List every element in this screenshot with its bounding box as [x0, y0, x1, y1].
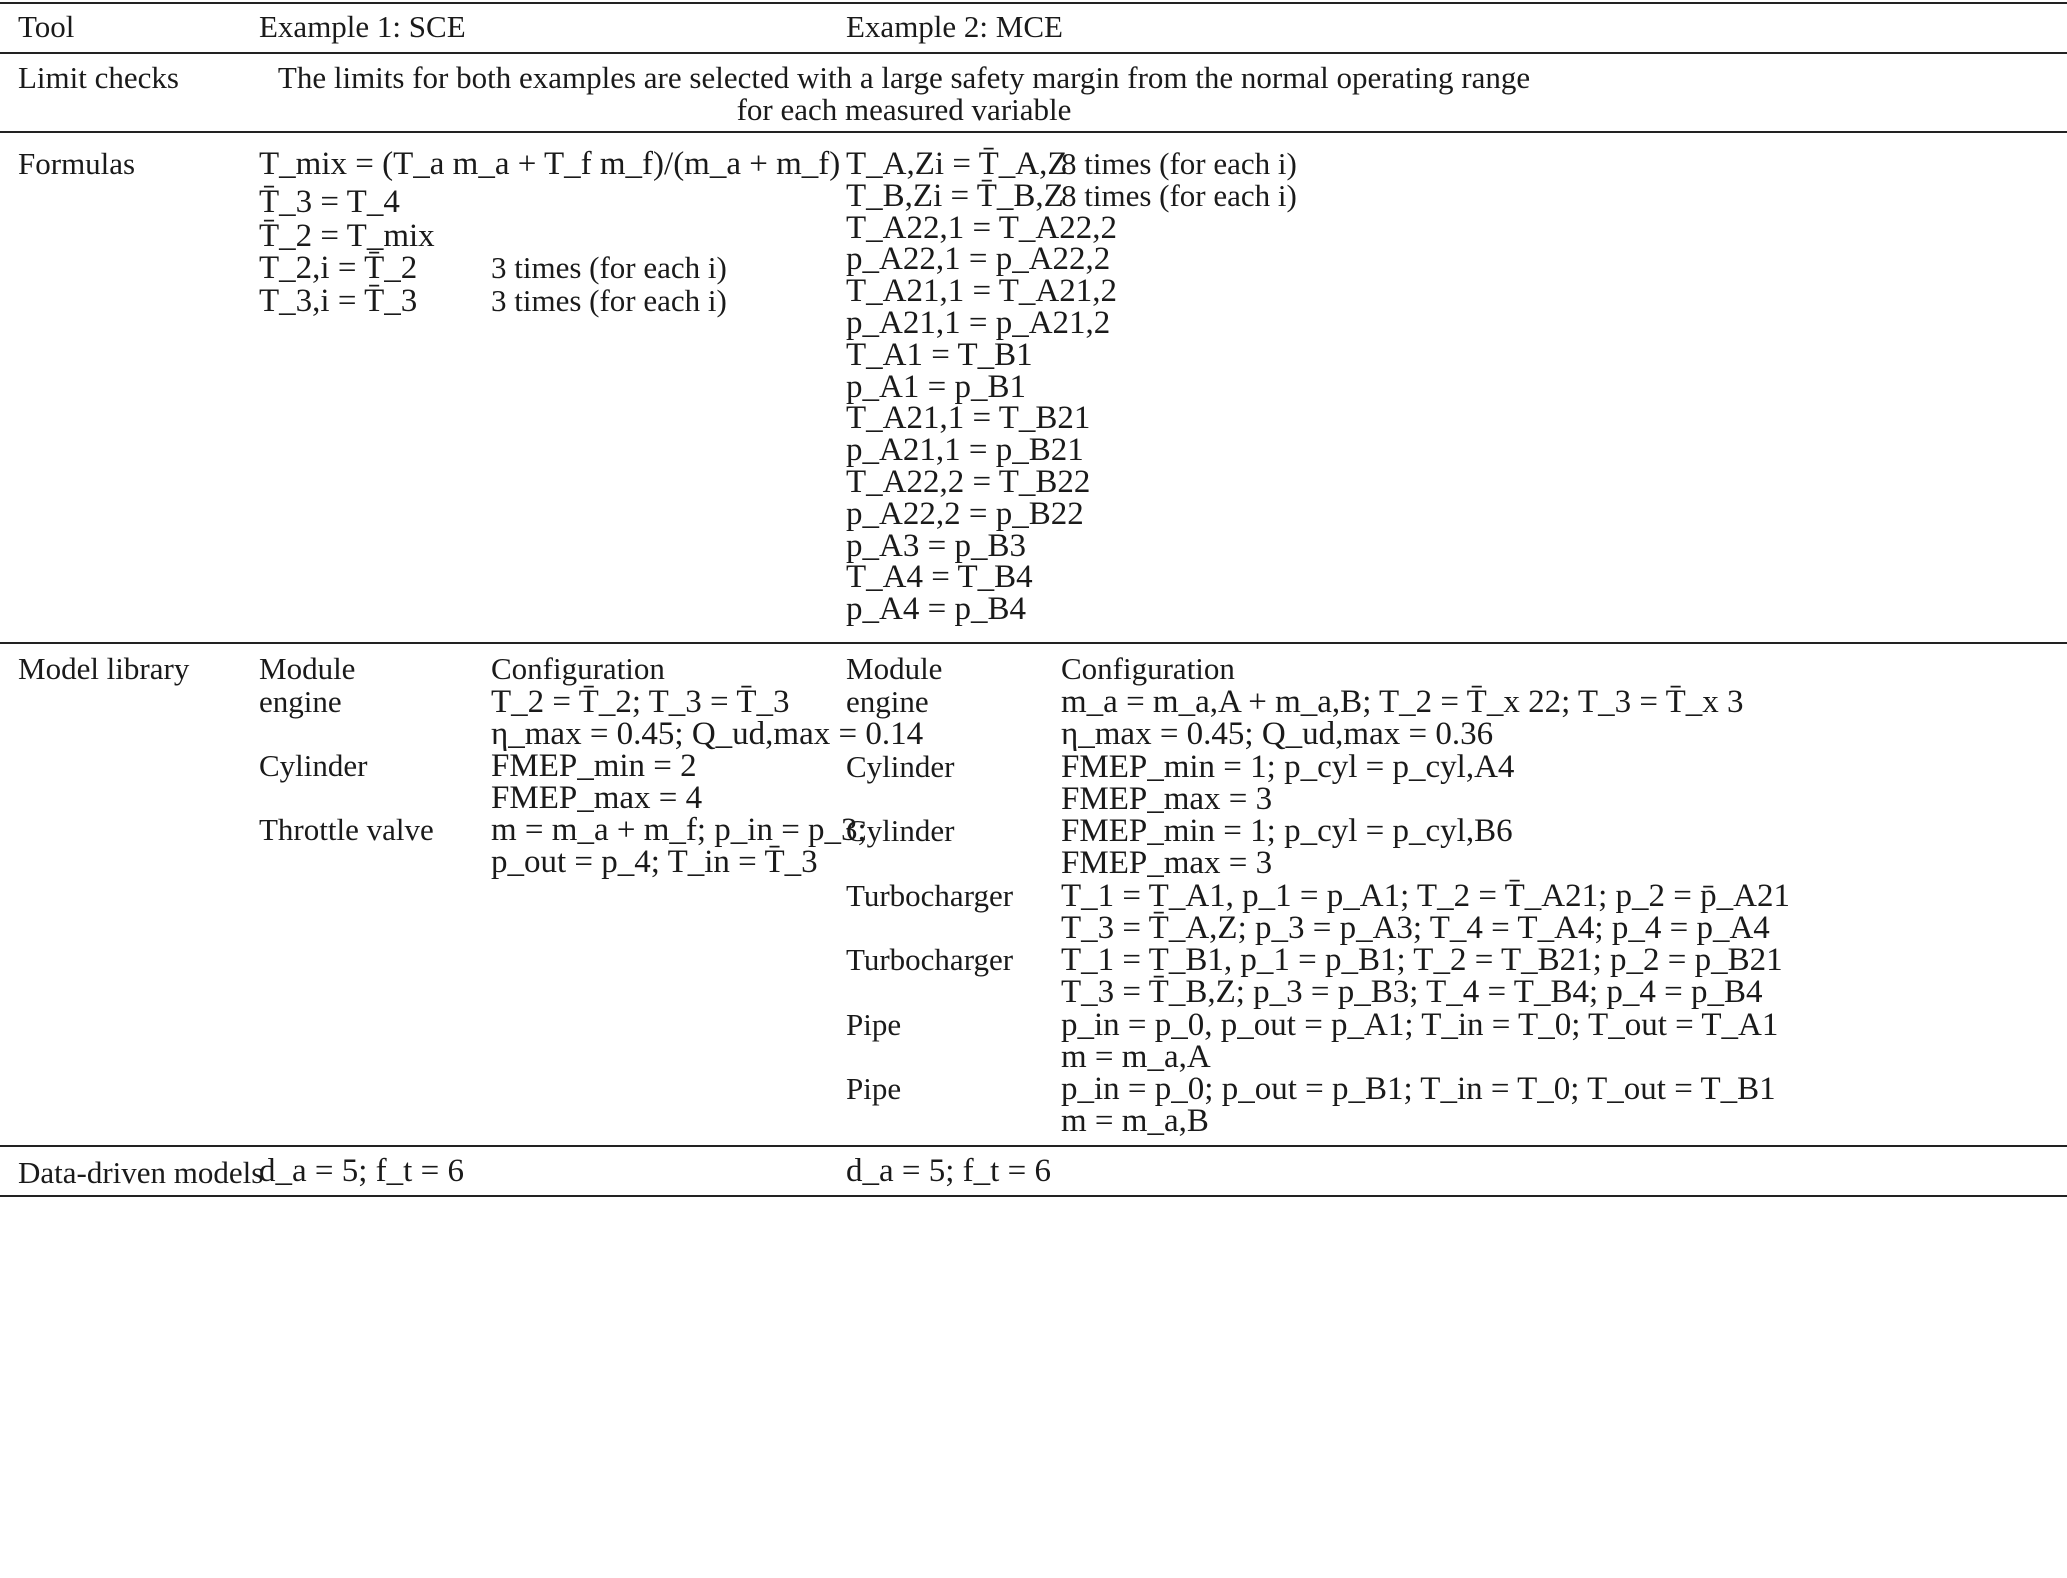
formula-expr: p_A3 = p_B3 — [846, 527, 1026, 564]
model-library-rule — [0, 1145, 2067, 1147]
mce-data-driven: d_a = 5; f_t = 6 — [846, 1153, 1051, 1189]
mce-module-header: Module — [846, 651, 943, 686]
data-driven-label: Data-driven models — [18, 1155, 264, 1190]
model-config: η_max = 0.45; Q_ud,max = 0.36 — [1061, 716, 1494, 752]
formula-expr: p_A22,2 = p_B22 — [846, 495, 1084, 532]
model-config: FMEP_max = 3 — [1061, 780, 1273, 817]
model-module: Throttle valve — [259, 812, 434, 847]
limit-checks-line2: for each measured variable — [736, 92, 1072, 127]
formula-expr: p_A1 = p_B1 — [846, 368, 1026, 405]
model-config: p_in = p_0; p_out = p_B1; T_in = T_0; T_out = T_B1 — [1061, 1071, 1776, 1107]
model-config: m = m_a,B — [1061, 1103, 1209, 1139]
formula-expr: p_A21,1 = p_A21,2 — [846, 305, 1111, 341]
model-config: m_a = m_a,A + m_a,B; T_2 = T̄_x 22; T_3 = T̄_x 3 — [1061, 684, 1744, 720]
formula-expr: T_mix = (T_a m_a + T_f m_f)/(m_a + m_f) — [259, 146, 841, 182]
header-tool: Tool — [18, 9, 75, 44]
formula-expr: T̄_3 = T_4 — [259, 184, 400, 220]
header-example2: Example 2: MCE — [846, 9, 1063, 44]
model-library-label: Model library — [18, 651, 190, 686]
model-config: T_1 = T_A1, p_1 = p_A1; T_2 = T̄_A21; p_2 = p̄_A21 — [1061, 877, 1790, 914]
model-module: Cylinder — [846, 748, 955, 784]
header-example1: Example 1: SCE — [259, 9, 466, 44]
formula-expr: T_A21,1 = T_B21 — [846, 400, 1091, 437]
model-config: T_1 = T_B1, p_1 = p_B1; T_2 = T_B21; p_2 = p_B21 — [1061, 942, 1783, 978]
model-config: p_out = p_4; T_in = T̄_3 — [491, 844, 818, 880]
formula-expr: T_A4 = T_B4 — [846, 559, 1033, 596]
model-module: Cylinder — [846, 813, 955, 848]
formula-expr: p_A22,1 = p_A22,2 — [846, 241, 1111, 278]
sce-module-header: Module — [259, 651, 356, 686]
model-module: Turbocharger — [846, 942, 1014, 977]
limit-checks-line1: The limits for both examples are selected with a large safety margin from the normal operating range — [277, 60, 1531, 95]
sce-config-header: Configuration — [491, 651, 665, 686]
formula-expr: T_A22,2 = T_B22 — [846, 464, 1091, 500]
model-module: Pipe — [846, 1006, 902, 1042]
mce-config-header: Configuration — [1061, 651, 1235, 686]
model-config: FMEP_max = 3 — [1061, 845, 1273, 881]
model-config: T_3 = T̄_A,Z; p_3 = p_A3; T_4 = T_A4; p_4 = p_A4 — [1061, 909, 1770, 946]
model-config: FMEP_min = 1; p_cyl = p_cyl,A4 — [1061, 748, 1515, 785]
formula-note: 8 times (for each i) — [1061, 177, 1297, 213]
limit-checks-label: Limit checks — [18, 60, 179, 95]
formulas-label: Formulas — [18, 146, 136, 181]
table-top-rule — [0, 2, 2067, 4]
formula-note: 3 times (for each i) — [491, 283, 727, 318]
model-config: T_3 = T̄_B,Z; p_3 = p_B3; T_4 = T_B4; p_4 = p_B4 — [1061, 974, 1763, 1010]
model-config: m = m_a + m_f; p_in = p_3; — [491, 812, 867, 848]
model-module: Pipe — [846, 1071, 902, 1106]
model-module: engine — [259, 684, 342, 719]
formula-expr: T̄_2 = T_mix — [259, 218, 435, 254]
table-bottom-rule — [0, 1195, 2067, 1197]
model-module: Cylinder — [259, 748, 368, 783]
limit-checks-rule — [0, 131, 2067, 133]
formula-expr: T_2,i = T̄_2 — [259, 250, 418, 286]
formulas-rule — [0, 642, 2067, 644]
formula-expr: p_A4 = p_B4 — [846, 591, 1026, 628]
formula-expr: T_A21,1 = T_A21,2 — [846, 273, 1117, 310]
model-module: Turbocharger — [846, 877, 1014, 913]
model-config: FMEP_max = 4 — [491, 780, 703, 816]
model-config: m = m_a,A — [1061, 1038, 1211, 1075]
model-config: FMEP_min = 2 — [491, 748, 697, 784]
model-config: p_in = p_0, p_out = p_A1; T_in = T_0; T_out = T_A1 — [1061, 1006, 1779, 1043]
formula-expr: T_A1 = T_B1 — [846, 336, 1033, 373]
header-rule — [0, 52, 2067, 54]
formula-expr: p_A21,1 = p_B21 — [846, 432, 1084, 469]
formula-expr: T_3,i = T̄_3 — [259, 283, 418, 319]
formula-expr: T_A22,1 = T_A22,2 — [846, 209, 1117, 246]
formula-expr: T_B,Zi = T̄_B,Z — [846, 177, 1064, 214]
model-config: T_2 = T̄_2; T_3 = T̄_3 — [491, 684, 790, 720]
model-config: FMEP_min = 1; p_cyl = p_cyl,B6 — [1061, 813, 1513, 849]
formula-note: 8 times (for each i) — [1061, 146, 1297, 181]
formula-note: 3 times (for each i) — [491, 250, 727, 285]
formula-expr: T_A,Zi = T̄_A,Z — [846, 146, 1068, 182]
model-config: η_max = 0.45; Q_ud,max = 0.14 — [491, 716, 924, 752]
sce-data-driven: d_a = 5; f_t = 6 — [259, 1153, 464, 1189]
model-module: engine — [846, 684, 929, 719]
